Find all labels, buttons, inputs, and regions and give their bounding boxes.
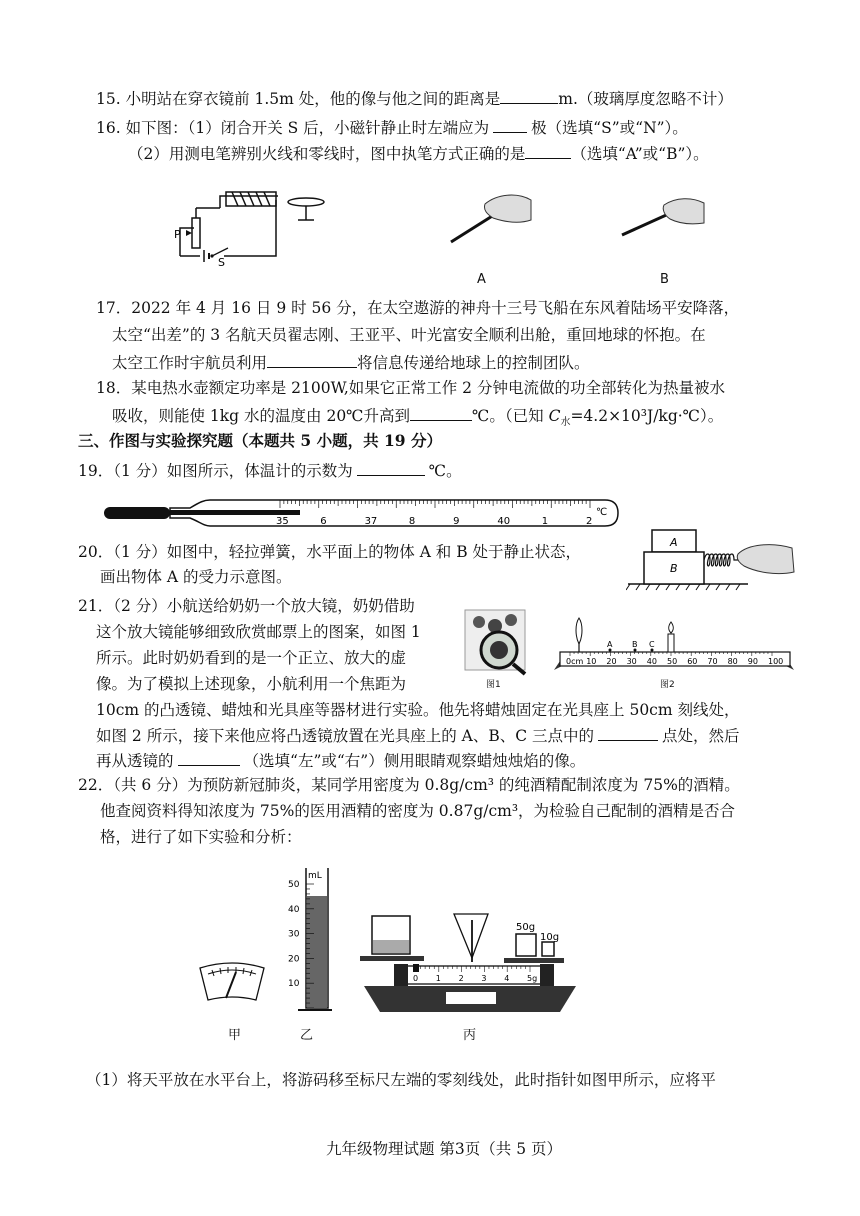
optical-bench-figure: [550, 614, 800, 676]
block-a-label: A: [670, 536, 678, 549]
bench-tick-label: 20: [606, 657, 617, 666]
thermometer-tick-label: 2: [586, 516, 593, 527]
bench-tick-label: 90: [747, 657, 758, 666]
question-17-line3: 太空工作时宇航员利用 将信息传递给地球上的控制团队。: [112, 354, 590, 372]
balance-pointer-figure: [196, 960, 268, 1006]
question-20-line2: 画出物体 A 的受力示意图。: [100, 568, 292, 586]
question-21-line5: 10cm 的凸透镜、蜡烛和光具座等器材进行实验。他先将蜡烛固定在光具座上 50cm 刻线处，: [96, 701, 740, 719]
switch-label: S: [218, 256, 225, 268]
grip-b-label: B: [660, 272, 669, 287]
question-22-line1: 22．（共 6 分）为预防新冠肺炎，某同学用密度为 0.8g/cm³ 的纯酒精配制浓度为 75%的酒精。: [78, 776, 740, 794]
block-b-label: B: [670, 562, 678, 575]
question-21-line7: 再从透镜的 （选填“左”或“右”）侧用眼睛观察蜡烛烛焰的像。: [96, 752, 586, 770]
figure-1-caption: 图1: [486, 680, 501, 690]
weight-10g-label: 10g: [540, 932, 560, 943]
bench-tick-label: 0cm: [566, 657, 584, 666]
bench-tick-label: 60: [687, 657, 698, 666]
thermometer-tick-label: 37: [364, 516, 378, 527]
rider-tick-label: 5g: [527, 974, 538, 983]
answer-blank: [410, 405, 472, 421]
question-22-subquestion-1: （1）将天平放在水平台上，将游码移至标尺左端的零刻线处，此时指针如图甲所示，应将平: [86, 1071, 716, 1089]
bench-tick-label: 70: [707, 657, 718, 666]
blocks-spring-figure: [626, 522, 798, 600]
question-15: 15. 小明站在穿衣镜前 1.5m 处，他的像与他之间的距离是 m.（玻璃厚度忽略不计）: [96, 90, 733, 108]
bench-point-label: B: [632, 640, 638, 649]
question-22-line2: 他查阅资料得知浓度为 75%的医用酒精的密度为 0.87g/cm³，为检验自己配制的酒精是否合: [100, 802, 736, 820]
page-footer: 九年级物理试题 第3页（共 5 页）: [326, 1140, 563, 1158]
figure-bing-caption: 丙: [463, 1028, 477, 1043]
question-17-line1: 17．2022 年 4 月 16 日 9 时 56 分，在太空遨游的神舟十三号飞船在东风着陆场平安降落，: [96, 299, 740, 317]
cylinder-tick-label: 30: [288, 929, 300, 940]
thermometer-tick-label: 35: [276, 516, 289, 527]
thermometer-scale: [276, 500, 592, 527]
answer-blank: [178, 750, 240, 766]
magnifier-stamp-figure: [463, 608, 543, 676]
grip-a-label: A: [477, 272, 486, 287]
question-18-line2: 吸收，则能使 1kg 水的温度由 20℃升高到 ℃。（已知 $C_水=4.2\times 10^3J/kg\cdot℃$）。: [112, 407, 724, 429]
rider-tick-label: 0: [413, 974, 419, 983]
rider-tick-label: 1: [435, 974, 441, 983]
figure-2-caption: 图2: [660, 680, 675, 690]
rheostat-label: P: [174, 228, 181, 241]
question-20-line1: 20．（1 分）如图中，轻拉弹簧，水平面上的物体 A 和 B 处于静止状态，: [78, 543, 582, 561]
rider: [413, 964, 419, 972]
cylinder-tick-label: 10: [288, 979, 300, 990]
solenoid-circuit-figure: [160, 188, 360, 268]
bench-tick-label: 10: [586, 657, 597, 666]
question-21-line4: 像。为了模拟上述现象，小航利用一个焦距为: [96, 675, 407, 693]
cylinder-tick-label: 50: [288, 880, 300, 890]
figure-yi-caption: 乙: [300, 1028, 314, 1043]
cylinder-tick-label: 40: [288, 904, 300, 915]
question-21-line3: 所示。此时奶奶看到的是一个正立、放大的虚: [96, 649, 407, 667]
test-pen-grip-b: [618, 195, 708, 245]
cylinder-tick-label: 20: [288, 954, 300, 965]
test-pen-grip-a: [445, 190, 535, 250]
answer-blank: [500, 88, 558, 104]
thermometer-tick-label: 9: [453, 516, 460, 527]
clinical-thermometer-figure: [100, 494, 620, 532]
bench-tick-label: 100: [768, 657, 784, 666]
bench-point-label: A: [607, 640, 613, 649]
bench-tick-label: 40: [646, 657, 657, 666]
bench-point-label: C: [649, 640, 655, 649]
answer-blank: [525, 143, 571, 159]
question-17-line2: 太空“出差”的 3 名航天员翟志刚、王亚平、叶光富安全顺利出舱，重回地球的怀抱。在: [112, 326, 706, 344]
thermometer-tick-label: 1: [541, 516, 549, 527]
question-18-line1: 18．某电热水壶额定功率是 2100W,如果它正常工作 2 分钟电流做的功全部转化为热量被水: [96, 379, 725, 397]
bench-tick-label: 30: [626, 657, 637, 666]
question-21-line2: 这个放大镜能够细致欣赏邮票上的图案，如图 1: [96, 623, 421, 641]
answer-blank: [598, 725, 658, 741]
weight-50g-label: 50g: [516, 922, 536, 933]
answer-blank: [267, 352, 357, 368]
graduated-cylinder-figure: [282, 862, 332, 1022]
section-title: 三、作图与实验探究题（本题共 5 小题，共 19 分）: [78, 431, 442, 450]
question-16-line1: 16. 如下图：（1）闭合开关 S 后，小磁针静止时左端应为 极（选填“S”或“N”）。: [96, 119, 688, 137]
rider-tick-label: 2: [458, 974, 464, 983]
bench-tick-label: 80: [727, 657, 738, 666]
thermometer-unit: ℃: [596, 507, 608, 518]
question-16-line2: （2）用测电笔辨别火线和零线时，图中执笔方式正确的是 （选填“A”或“B”）。: [128, 145, 709, 163]
question-22-line3: 格，进行了如下实验和分析：: [100, 828, 302, 846]
rider-tick-label: 3: [481, 974, 487, 983]
rider-tick-label: 4: [504, 974, 510, 983]
thermometer-tick-label: 40: [497, 516, 511, 527]
balance-figure: [354, 900, 586, 1020]
bench-tick-label: 50: [667, 657, 678, 666]
thermometer-tick-label: 8: [408, 516, 416, 527]
thermometer-tick-label: 6: [320, 516, 327, 527]
answer-blank: [493, 117, 527, 133]
question-19: 19．（1 分）如图所示，体温计的示数为 ℃。: [78, 462, 462, 480]
cylinder-unit: mL: [308, 871, 322, 881]
figure-jia-caption: 甲: [228, 1028, 242, 1043]
question-21-line1: 21．（2 分）小航送给奶奶一个放大镜，奶奶借助: [78, 597, 415, 615]
question-21-line6: 如图 2 所示，接下来他应将凸透镜放置在光具座上的 A、B、C 三点中的 点处，然后: [96, 727, 740, 745]
answer-blank: [357, 460, 425, 476]
